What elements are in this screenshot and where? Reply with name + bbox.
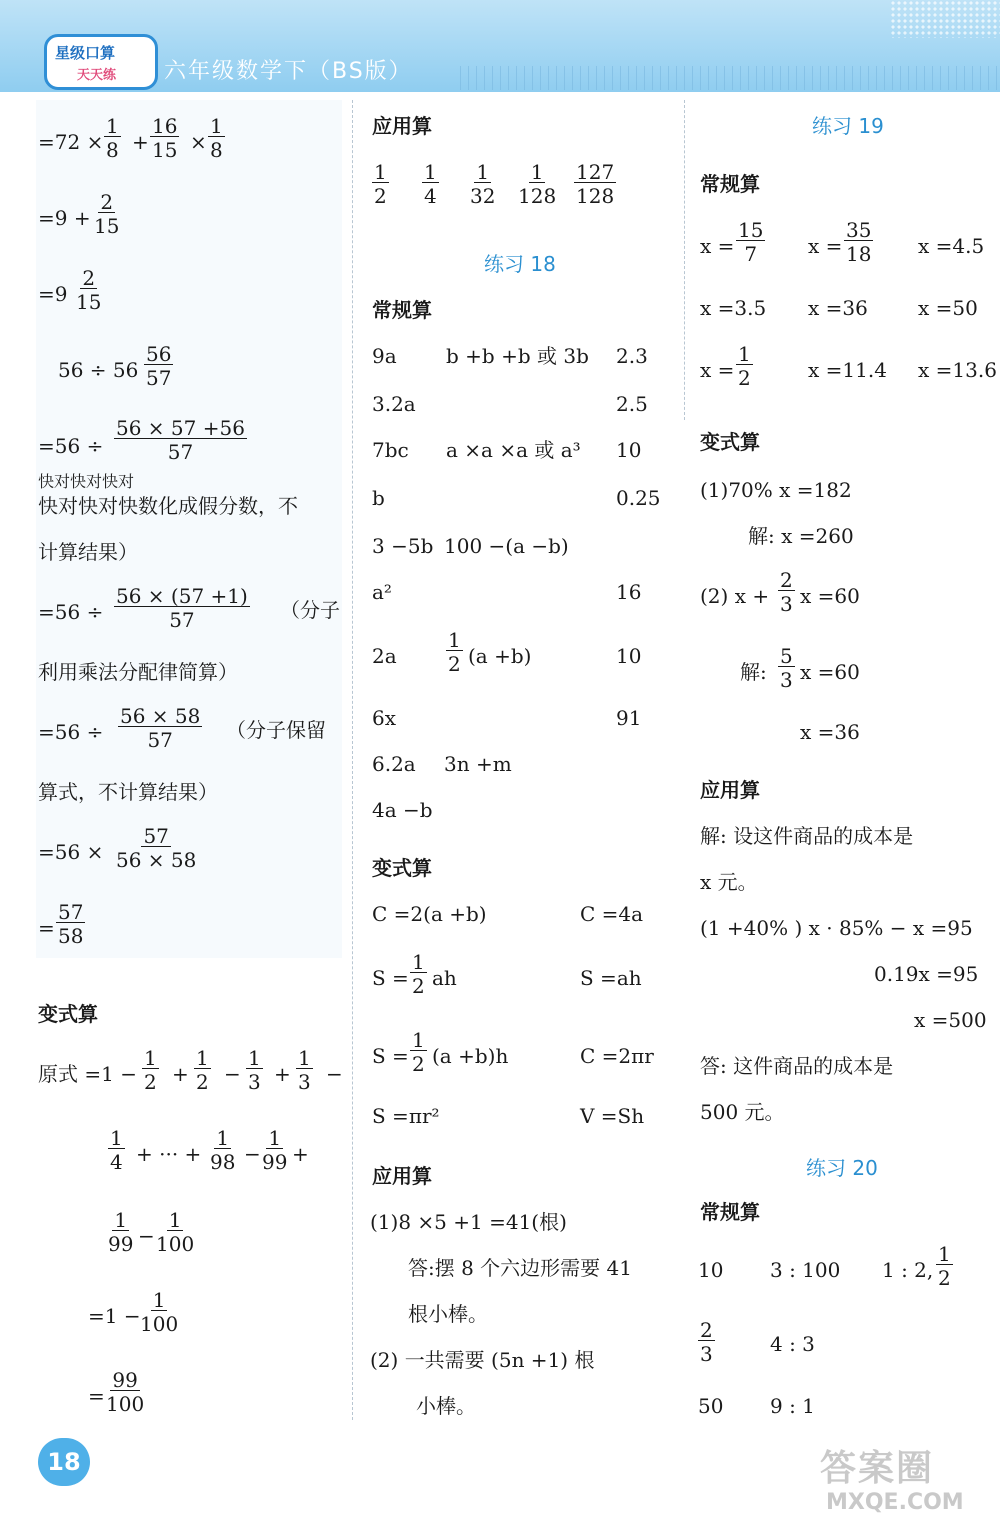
denominator: 2 bbox=[938, 1266, 951, 1290]
denominator: 100 bbox=[106, 1392, 145, 1416]
solution-line: 500 元。 bbox=[700, 1100, 785, 1124]
denominator: 100 bbox=[156, 1232, 195, 1256]
answer-cell: 10 bbox=[698, 1258, 724, 1282]
denominator: 99 bbox=[108, 1232, 134, 1256]
denominator: 32 bbox=[470, 184, 496, 208]
section-heading: 应用算 bbox=[372, 1164, 432, 1188]
fraction bbox=[92, 192, 121, 236]
formula: V =Sh bbox=[580, 1104, 645, 1128]
answer-cell: 100 −(a −b) bbox=[444, 534, 569, 558]
denominator: 4 bbox=[424, 184, 437, 208]
equation: 解: x =260 bbox=[748, 524, 854, 548]
denominator: 58 bbox=[58, 924, 84, 948]
equation: x = bbox=[700, 234, 735, 258]
operator: + bbox=[132, 130, 149, 154]
denominator: 57 bbox=[146, 366, 172, 390]
operator: − bbox=[326, 1062, 343, 1086]
numerator: 1 bbox=[114, 1208, 128, 1232]
fraction bbox=[246, 1048, 263, 1092]
denominator: 3 bbox=[248, 1070, 261, 1094]
fraction bbox=[106, 1210, 135, 1254]
operator: + bbox=[274, 1062, 291, 1086]
denominator: 3 bbox=[700, 1342, 713, 1366]
answer-cell: a ×a ×a 或 a³ bbox=[446, 438, 581, 462]
fraction bbox=[844, 220, 873, 264]
fraction bbox=[260, 1128, 289, 1172]
fraction bbox=[410, 1030, 427, 1074]
note-text: 快对快对快对 bbox=[38, 472, 135, 491]
formula: ah bbox=[432, 966, 457, 990]
step-text: =9 bbox=[38, 282, 68, 306]
step-text: 原式 =1 − bbox=[38, 1062, 137, 1086]
fraction bbox=[114, 826, 198, 870]
fraction bbox=[574, 162, 616, 206]
fraction bbox=[208, 116, 225, 160]
denominator: 99 bbox=[262, 1150, 288, 1174]
numerator: 1 bbox=[216, 1126, 230, 1150]
fraction bbox=[778, 646, 795, 690]
fraction bbox=[114, 586, 250, 630]
equation: 解: bbox=[740, 660, 767, 684]
numerator: 56 bbox=[146, 342, 172, 366]
operator: − bbox=[138, 1224, 155, 1248]
denominator: 100 bbox=[140, 1312, 179, 1336]
fraction bbox=[736, 220, 765, 264]
answer-cell: 10 bbox=[616, 438, 642, 462]
fraction bbox=[736, 344, 753, 388]
formula: S = bbox=[372, 1044, 409, 1068]
fraction bbox=[56, 902, 85, 946]
solution-line: (1)8 ×5 +1 =41(根) bbox=[370, 1210, 567, 1234]
fraction bbox=[208, 1128, 237, 1172]
operator: + bbox=[292, 1142, 309, 1166]
answer-cell: 6x bbox=[372, 706, 397, 730]
equation: x =36 bbox=[808, 296, 868, 320]
note-text: 快对快对快数化成假分数，不 bbox=[38, 494, 298, 518]
answer-cell: 50 bbox=[698, 1394, 724, 1418]
numerator: 57 bbox=[143, 824, 169, 848]
numerator: 56 × 58 bbox=[120, 704, 201, 728]
answer-cell: 9 : 1 bbox=[770, 1394, 815, 1418]
fraction bbox=[410, 952, 427, 996]
answer-cell: 1 : 2, bbox=[882, 1258, 934, 1282]
numerator: 1 bbox=[476, 160, 490, 184]
equation: x = bbox=[808, 234, 843, 258]
solution-line: (1 +40% ) x · 85% − x =95 bbox=[700, 916, 973, 940]
section-heading: 变式算 bbox=[38, 1002, 98, 1026]
denominator: 18 bbox=[846, 242, 872, 266]
page-number: 18 bbox=[38, 1438, 90, 1486]
answer-cell: 6.2a bbox=[372, 752, 416, 776]
numerator: 1 bbox=[196, 1046, 209, 1070]
denominator: 15 bbox=[76, 290, 102, 314]
exercise-title: 练习 18 bbox=[484, 252, 556, 276]
denominator: 2 bbox=[738, 366, 751, 390]
equation: x =3.5 bbox=[700, 296, 767, 320]
numerator: 1 bbox=[268, 1126, 282, 1150]
header-ruler-decoration bbox=[460, 66, 1000, 90]
step-text: = bbox=[88, 1384, 105, 1408]
solution-line: 答:摆 8 个六边形需要 41 bbox=[408, 1256, 632, 1280]
answer-cell: 7bc bbox=[372, 438, 409, 462]
step-text: =56 ÷ bbox=[38, 720, 104, 744]
book-title: 六年级数学下（BS版） bbox=[164, 59, 413, 84]
operator: − bbox=[244, 1142, 261, 1166]
section-heading: 变式算 bbox=[372, 856, 432, 880]
answer-cell: b bbox=[372, 486, 385, 510]
denominator: 15 bbox=[94, 214, 120, 238]
answer-cell: 91 bbox=[616, 706, 642, 730]
equation: x =50 bbox=[918, 296, 978, 320]
denominator: 4 bbox=[110, 1150, 123, 1174]
section-heading: 变式算 bbox=[700, 430, 760, 454]
numerator: 1 bbox=[448, 628, 461, 652]
numerator: 56 × (57 +1) bbox=[116, 584, 248, 608]
numerator: 15 bbox=[738, 218, 764, 242]
step-text: 56 ÷ 56 bbox=[58, 358, 139, 382]
fraction bbox=[138, 1290, 180, 1334]
solution-line: 根小棒。 bbox=[408, 1302, 488, 1326]
numerator: 99 bbox=[112, 1368, 138, 1392]
fraction bbox=[936, 1244, 953, 1288]
numerator: 2 bbox=[780, 568, 793, 592]
solution-line: 小棒。 bbox=[416, 1394, 476, 1418]
denominator: 8 bbox=[210, 138, 223, 162]
step-text: =56 × bbox=[38, 840, 104, 864]
denominator: 2 bbox=[196, 1070, 209, 1094]
formula: C =2(a +b) bbox=[372, 902, 487, 926]
denominator: 2 bbox=[448, 652, 461, 676]
denominator: 7 bbox=[744, 242, 758, 266]
answer-cell: 16 bbox=[616, 580, 642, 604]
numerator: 127 bbox=[576, 160, 615, 184]
fraction bbox=[104, 1370, 146, 1414]
answer-cell: 2.5 bbox=[616, 392, 648, 416]
fraction bbox=[468, 162, 497, 206]
answer-cell: 0.25 bbox=[616, 486, 661, 510]
equation: (1)70% x =182 bbox=[700, 478, 852, 502]
fraction bbox=[372, 162, 389, 206]
section-heading: 应用算 bbox=[700, 778, 760, 802]
operator: − bbox=[224, 1062, 241, 1086]
step-text: =56 ÷ bbox=[38, 434, 104, 458]
numerator: 1 bbox=[248, 1046, 261, 1070]
step-text: =56 ÷ bbox=[38, 600, 104, 624]
numerator: 57 bbox=[58, 900, 84, 924]
formula: S = bbox=[372, 966, 409, 990]
answer-cell: (a +b) bbox=[468, 644, 532, 668]
numerator: 1 bbox=[374, 160, 387, 184]
answer-cell: 3.2a bbox=[372, 392, 416, 416]
answer-cell: 3 −5b bbox=[372, 534, 434, 558]
fraction bbox=[194, 1048, 211, 1092]
answer-cell: 3 : 100 bbox=[770, 1258, 841, 1282]
step-text: =9 + bbox=[38, 206, 91, 230]
numerator: 35 bbox=[846, 218, 872, 242]
equation: x =13.6 bbox=[918, 358, 997, 382]
formula: (a +b)h bbox=[432, 1044, 509, 1068]
fraction bbox=[150, 116, 179, 160]
numerator: 1 bbox=[210, 114, 223, 138]
numerator: 1 bbox=[738, 342, 751, 366]
page-header bbox=[0, 0, 1000, 92]
step-text: = bbox=[38, 916, 55, 940]
logo-line1: 星级口算 bbox=[55, 44, 116, 62]
fraction bbox=[778, 570, 795, 614]
numerator: 1 bbox=[412, 1028, 425, 1052]
step-text: =1 − bbox=[88, 1304, 141, 1328]
answer-cell: 4 : 3 bbox=[770, 1332, 815, 1356]
fraction bbox=[142, 1048, 159, 1092]
fraction bbox=[144, 344, 173, 388]
answer-cell: 3n +m bbox=[444, 752, 512, 776]
series-logo bbox=[44, 34, 158, 90]
note-text: 算式，不计算结果） bbox=[38, 780, 218, 804]
denominator: 56 × 58 bbox=[116, 848, 197, 872]
equation: x =11.4 bbox=[808, 358, 887, 382]
fraction bbox=[154, 1210, 196, 1254]
formula: S =ah bbox=[580, 966, 642, 990]
answer-cell: 2.3 bbox=[616, 344, 648, 368]
denominator: 3 bbox=[780, 668, 793, 692]
fraction bbox=[698, 1320, 715, 1364]
answer-cell: 9a bbox=[372, 344, 397, 368]
exercise-title: 练习 20 bbox=[806, 1156, 878, 1180]
note-text: （分子 bbox=[280, 598, 340, 622]
numerator: 2 bbox=[700, 1318, 713, 1342]
step-text: + ··· + bbox=[136, 1142, 202, 1166]
solution-line: x 元。 bbox=[700, 870, 758, 894]
watermark-url: MXQE.COM bbox=[826, 1490, 964, 1515]
equation: x =4.5 bbox=[918, 234, 985, 258]
numerator: 56 × 57 +56 bbox=[116, 416, 245, 440]
exercise-title: 练习 19 bbox=[812, 114, 884, 138]
section-heading: 应用算 bbox=[372, 114, 432, 138]
denominator: 98 bbox=[210, 1150, 236, 1174]
fraction bbox=[74, 268, 103, 312]
formula: C =2πr bbox=[580, 1044, 654, 1068]
section-heading: 常规算 bbox=[372, 298, 432, 322]
denominator: 2 bbox=[374, 184, 387, 208]
note-text: （分子保留 bbox=[226, 718, 326, 742]
fraction bbox=[446, 630, 463, 674]
solution-line: (2) 一共需要 (5n +1) 根 bbox=[370, 1348, 595, 1372]
fraction bbox=[104, 116, 121, 160]
numerator: 1 bbox=[106, 114, 119, 138]
note-text: 计算结果） bbox=[38, 540, 138, 564]
solution-line: x =500 bbox=[914, 1008, 987, 1032]
header-dot-pattern bbox=[890, 0, 1000, 38]
section-heading: 常规算 bbox=[700, 172, 760, 196]
equation: x =60 bbox=[800, 660, 860, 684]
column-divider-2 bbox=[684, 100, 685, 420]
numerator: 2 bbox=[82, 266, 96, 290]
denominator: 128 bbox=[518, 184, 557, 208]
fraction bbox=[118, 706, 202, 750]
denominator: 128 bbox=[576, 184, 615, 208]
equation: x =60 bbox=[800, 584, 860, 608]
fraction bbox=[108, 1128, 125, 1172]
numerator: 1 bbox=[530, 160, 544, 184]
note-text: 利用乘法分配律简算） bbox=[38, 660, 238, 684]
answer-cell: 4a −b bbox=[372, 798, 433, 822]
numerator: 1 bbox=[424, 160, 437, 184]
numerator: 1 bbox=[412, 950, 425, 974]
numerator: 1 bbox=[938, 1242, 951, 1266]
watermark-logo: 答案圈 bbox=[820, 1448, 935, 1489]
solution-line: 0.19x =95 bbox=[874, 962, 979, 986]
fraction bbox=[114, 418, 247, 462]
operator: + bbox=[172, 1062, 189, 1086]
denominator: 2 bbox=[144, 1070, 157, 1094]
step-text: =72 × bbox=[38, 130, 104, 154]
formula: C =4a bbox=[580, 902, 644, 926]
denominator: 2 bbox=[412, 974, 425, 998]
answer-cell: 10 bbox=[616, 644, 642, 668]
formula: S =πr² bbox=[372, 1104, 440, 1128]
denominator: 2 bbox=[412, 1052, 425, 1076]
numerator: 1 bbox=[110, 1126, 123, 1150]
answer-cell: a² bbox=[372, 580, 392, 604]
fraction bbox=[296, 1048, 313, 1092]
denominator: 57 bbox=[167, 440, 194, 464]
answer-cell: 2a bbox=[372, 644, 397, 668]
numerator: 1 bbox=[298, 1046, 311, 1070]
numerator: 16 bbox=[152, 114, 178, 138]
logo-line2: 天天练 bbox=[77, 68, 117, 83]
denominator: 57 bbox=[169, 608, 195, 632]
denominator: 8 bbox=[106, 138, 119, 162]
equation: (2) x + bbox=[700, 584, 770, 608]
numerator: 1 bbox=[168, 1208, 182, 1232]
column-divider-1 bbox=[352, 100, 353, 1420]
solution-line: 解: 设这件商品的成本是 bbox=[700, 824, 914, 848]
equation: x =36 bbox=[800, 720, 860, 744]
denominator: 57 bbox=[147, 728, 173, 752]
fraction bbox=[516, 162, 558, 206]
section-heading: 常规算 bbox=[700, 1200, 760, 1224]
equation: x = bbox=[700, 358, 735, 382]
denominator: 3 bbox=[298, 1070, 311, 1094]
numerator: 5 bbox=[780, 644, 793, 668]
numerator: 2 bbox=[100, 190, 114, 214]
numerator: 1 bbox=[144, 1046, 157, 1070]
operator: × bbox=[190, 130, 207, 154]
numerator: 1 bbox=[152, 1288, 166, 1312]
solution-line: 答: 这件商品的成本是 bbox=[700, 1054, 894, 1078]
denominator: 15 bbox=[152, 138, 178, 162]
fraction bbox=[422, 162, 439, 206]
answer-cell: b +b +b 或 3b bbox=[446, 344, 589, 368]
denominator: 3 bbox=[780, 592, 793, 616]
